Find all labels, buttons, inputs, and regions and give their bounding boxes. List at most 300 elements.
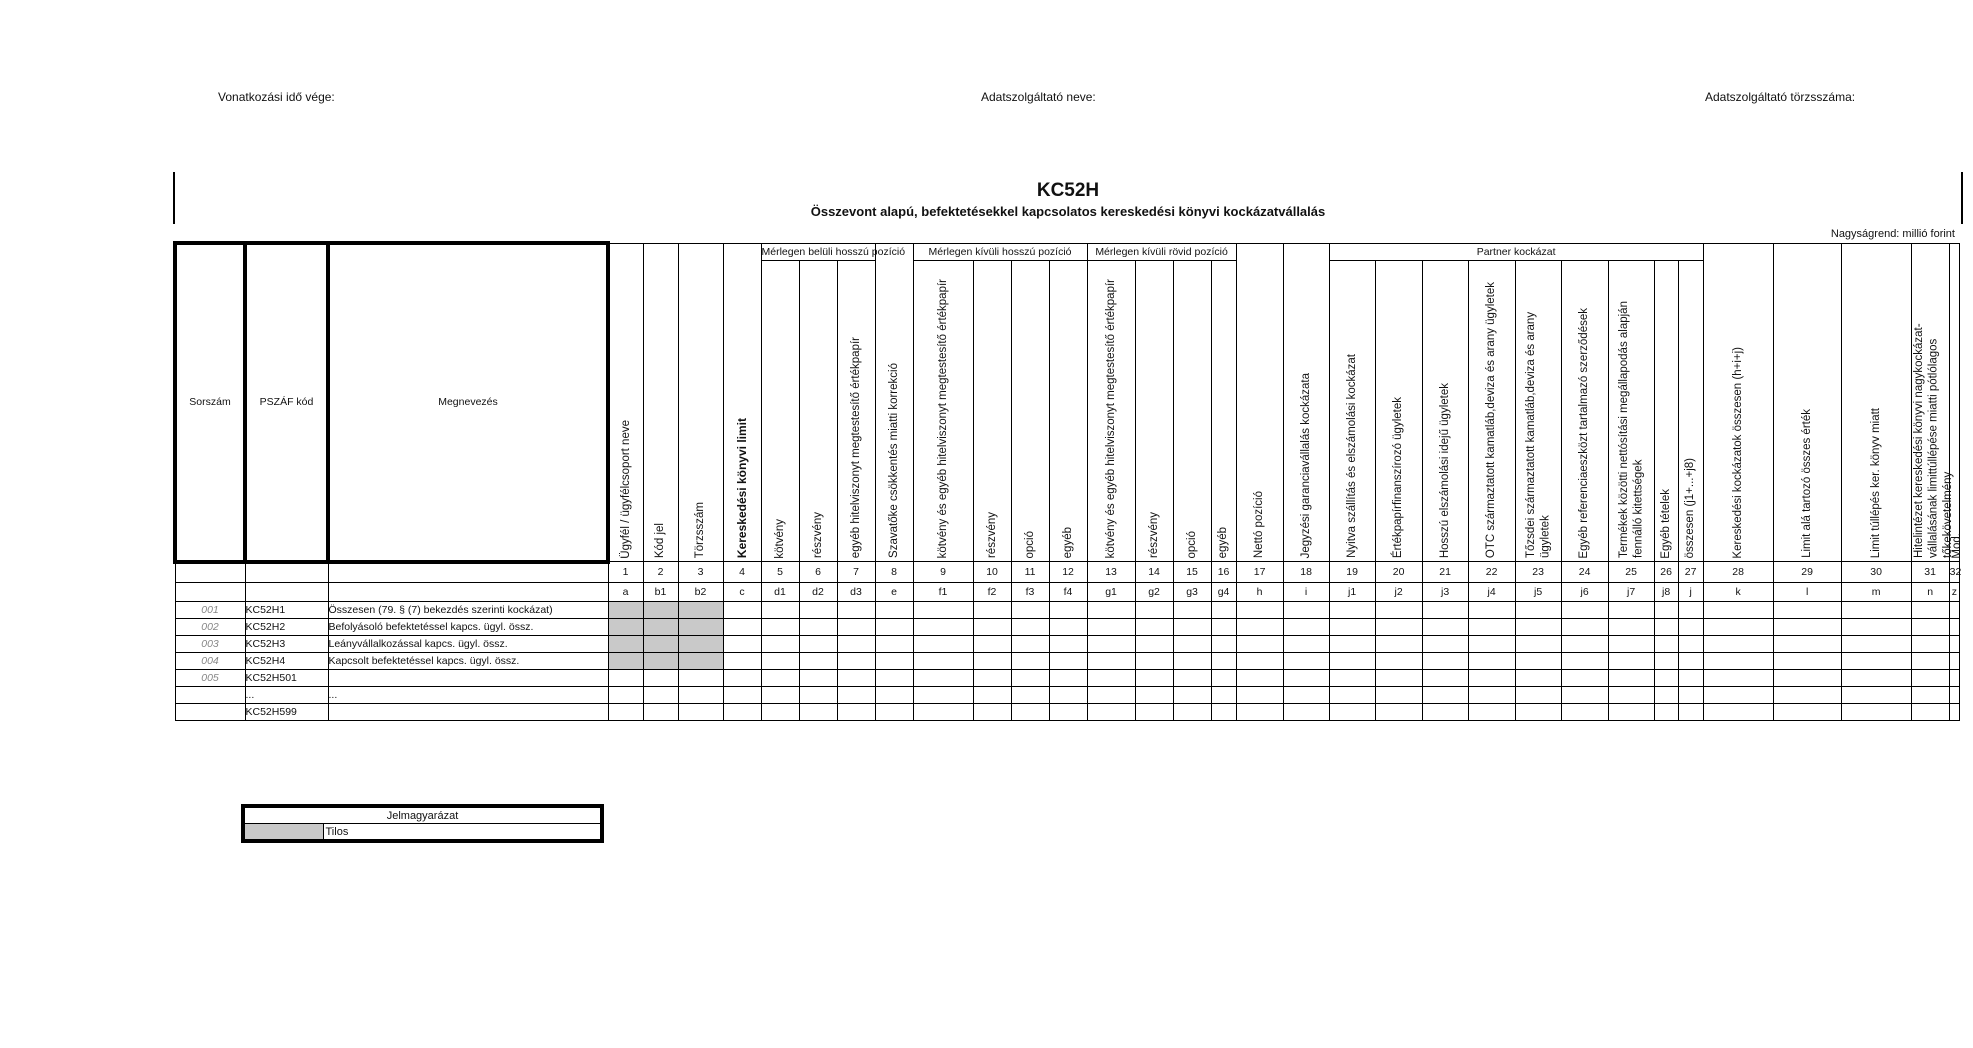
data-cell[interactable]: [875, 669, 913, 686]
header-col-24: Egyéb referenciaeszközt tartalmazó szerződések: [1561, 261, 1608, 562]
data-cell[interactable]: [678, 686, 723, 703]
data-cell[interactable]: [1173, 703, 1211, 720]
data-cell[interactable]: [1422, 652, 1468, 669]
data-cell[interactable]: [1329, 703, 1375, 720]
data-cell[interactable]: [1011, 703, 1049, 720]
col-letter-25: j7: [1608, 582, 1654, 601]
spacer-cell: [328, 582, 608, 601]
data-cell[interactable]: [1375, 686, 1422, 703]
data-cell[interactable]: [1211, 618, 1236, 635]
col-number-21: 21: [1422, 562, 1468, 583]
data-cell[interactable]: [1468, 652, 1515, 669]
data-cell[interactable]: [761, 618, 799, 635]
data-cell[interactable]: [913, 601, 973, 618]
legend-table: [241, 804, 604, 843]
header-col-5: kötvény: [761, 261, 799, 562]
row-serial: [175, 703, 245, 720]
data-cell[interactable]: [1773, 652, 1841, 669]
col-number-30: 30: [1841, 562, 1911, 583]
data-cell[interactable]: [723, 618, 761, 635]
data-cell[interactable]: [1468, 601, 1515, 618]
data-cell[interactable]: [1283, 686, 1329, 703]
data-cell[interactable]: [973, 635, 1011, 652]
data-cell[interactable]: [1654, 652, 1678, 669]
data-cell[interactable]: [1608, 635, 1654, 652]
form-code: KC52H: [1036, 180, 1100, 201]
col-letter-28: k: [1703, 582, 1773, 601]
data-cell[interactable]: [1011, 669, 1049, 686]
header-col-18: Jegyzési garanciavállalás kockázata: [1283, 243, 1329, 562]
data-cell[interactable]: [1468, 635, 1515, 652]
data-cell[interactable]: [1561, 601, 1608, 618]
data-cell[interactable]: [1911, 635, 1949, 652]
data-cell[interactable]: [723, 601, 761, 618]
data-cell[interactable]: [723, 669, 761, 686]
header-col-27: összesen (j1+...+j8): [1678, 261, 1703, 562]
data-cell[interactable]: [1283, 601, 1329, 618]
data-cell[interactable]: [1283, 618, 1329, 635]
data-cell[interactable]: [1236, 618, 1283, 635]
data-cell[interactable]: [837, 618, 875, 635]
data-cell[interactable]: [1087, 618, 1135, 635]
col-number-6: 6: [799, 562, 837, 583]
data-cell[interactable]: [1011, 635, 1049, 652]
data-cell[interactable]: [1515, 686, 1561, 703]
data-cell[interactable]: [1173, 669, 1211, 686]
row-code: KC52H599: [245, 703, 328, 720]
data-cell[interactable]: [1561, 618, 1608, 635]
data-cell[interactable]: [1135, 635, 1173, 652]
data-cell[interactable]: [1561, 652, 1608, 669]
col-letter-19: j1: [1329, 582, 1375, 601]
data-cell[interactable]: [1236, 686, 1283, 703]
data-cell[interactable]: [1468, 618, 1515, 635]
header-pszaf-code: PSZÁF kód: [245, 243, 328, 562]
row-name: Összesen (79. § (7) bekezdés szerinti kockázat): [328, 601, 608, 618]
header-col-26: Egyéb tételek: [1654, 261, 1678, 562]
data-cell[interactable]: [799, 601, 837, 618]
data-cell[interactable]: [1422, 669, 1468, 686]
data-cell[interactable]: [1949, 635, 1959, 652]
data-cell[interactable]: [1911, 618, 1949, 635]
header-col-19: Nyitva szállítás és elszámolási kockázat: [1329, 261, 1375, 562]
data-cell[interactable]: [1515, 601, 1561, 618]
data-cell[interactable]: [1329, 669, 1375, 686]
data-cell[interactable]: [799, 669, 837, 686]
data-cell[interactable]: [973, 601, 1011, 618]
data-cell[interactable]: [761, 686, 799, 703]
data-cell[interactable]: [1135, 669, 1173, 686]
data-cell[interactable]: [1841, 703, 1911, 720]
data-cell[interactable]: [1236, 669, 1283, 686]
data-cell[interactable]: [1173, 686, 1211, 703]
data-cell[interactable]: [875, 601, 913, 618]
data-cell[interactable]: [799, 635, 837, 652]
col-letter-3: b2: [678, 582, 723, 601]
data-cell[interactable]: [1949, 686, 1959, 703]
data-cell[interactable]: [1515, 618, 1561, 635]
data-cell[interactable]: [643, 703, 678, 720]
data-cell[interactable]: [1949, 618, 1959, 635]
data-cell[interactable]: [1329, 635, 1375, 652]
data-cell[interactable]: [1608, 652, 1654, 669]
col-letter-12: f4: [1049, 582, 1087, 601]
data-cell[interactable]: [761, 635, 799, 652]
data-cell[interactable]: [1375, 635, 1422, 652]
header-col-13: kötvény és egyéb hitelviszonyt megtestesítő értékpapír: [1087, 261, 1135, 562]
form-title: Összevont alapú, befektetésekkel kapcsolatos kereskedési könyvi kockázatvállalás: [810, 204, 1326, 219]
data-cell[interactable]: [643, 669, 678, 686]
data-cell[interactable]: [1329, 686, 1375, 703]
col-letter-29: l: [1773, 582, 1841, 601]
data-cell[interactable]: [1703, 618, 1773, 635]
data-cell[interactable]: [1703, 652, 1773, 669]
data-cell[interactable]: [643, 686, 678, 703]
data-cell[interactable]: [1841, 618, 1911, 635]
data-cell[interactable]: [1911, 703, 1949, 720]
data-cell[interactable]: [1608, 601, 1654, 618]
data-cell: [643, 652, 678, 669]
row-name: [328, 669, 608, 686]
row-name: Kapcsolt befektetéssel kapcs. ügyl. össz.: [328, 652, 608, 669]
data-cell[interactable]: [1911, 669, 1949, 686]
header-col-28: Kereskedési kockázatok összesen (h+i+j): [1703, 243, 1773, 562]
col-letter-18: i: [1283, 582, 1329, 601]
data-cell[interactable]: [1468, 686, 1515, 703]
data-cell[interactable]: [723, 686, 761, 703]
data-cell[interactable]: [1561, 686, 1608, 703]
col-letter-16: g4: [1211, 582, 1236, 601]
data-cell[interactable]: [1911, 686, 1949, 703]
data-cell[interactable]: [761, 652, 799, 669]
data-cell: [678, 618, 723, 635]
col-number-32: 32: [1949, 562, 1959, 583]
data-cell[interactable]: [799, 703, 837, 720]
data-cell[interactable]: [1773, 618, 1841, 635]
data-cell[interactable]: [1841, 669, 1911, 686]
data-cell[interactable]: [913, 686, 973, 703]
data-cell[interactable]: [913, 618, 973, 635]
data-cell[interactable]: [1703, 601, 1773, 618]
data-cell[interactable]: [1773, 635, 1841, 652]
data-cell[interactable]: [1654, 686, 1678, 703]
data-cell[interactable]: [1911, 601, 1949, 618]
row-code: KC52H501: [245, 669, 328, 686]
data-cell[interactable]: [1949, 601, 1959, 618]
data-cell[interactable]: [1173, 618, 1211, 635]
data-cell[interactable]: [1283, 635, 1329, 652]
data-cell[interactable]: [723, 635, 761, 652]
header-col-16: egyéb: [1211, 261, 1236, 562]
header-col-12: egyéb: [1049, 261, 1087, 562]
data-cell[interactable]: [837, 686, 875, 703]
data-cell[interactable]: [1654, 618, 1678, 635]
data-cell[interactable]: [1329, 652, 1375, 669]
col-letter-2: b1: [643, 582, 678, 601]
data-cell[interactable]: [1949, 669, 1959, 686]
data-cell[interactable]: [1049, 703, 1087, 720]
data-cell[interactable]: [1173, 601, 1211, 618]
col-number-11: 11: [1011, 562, 1049, 583]
data-cell[interactable]: [608, 686, 643, 703]
data-cell[interactable]: [1678, 618, 1703, 635]
row-name: Befolyásoló befektetéssel kapcs. ügyl. össz.: [328, 618, 608, 635]
col-number-22: 22: [1468, 562, 1515, 583]
row-code: KC52H4: [245, 652, 328, 669]
data-cell[interactable]: [1654, 703, 1678, 720]
data-cell[interactable]: [1703, 686, 1773, 703]
data-cell[interactable]: [1049, 635, 1087, 652]
data-cell[interactable]: [973, 686, 1011, 703]
data-cell[interactable]: [1703, 669, 1773, 686]
table-row: [175, 618, 1960, 635]
data-cell[interactable]: [1173, 635, 1211, 652]
header-col-21: Hosszú elszámolási idejű ügyletek: [1422, 261, 1468, 562]
data-cell[interactable]: [761, 669, 799, 686]
col-letter-13: g1: [1087, 582, 1135, 601]
data-cell[interactable]: [1049, 601, 1087, 618]
data-cell[interactable]: [913, 669, 973, 686]
data-cell[interactable]: [1773, 601, 1841, 618]
data-cell[interactable]: [723, 703, 761, 720]
data-cell[interactable]: [761, 601, 799, 618]
data-cell[interactable]: [875, 686, 913, 703]
data-cell[interactable]: [913, 703, 973, 720]
data-cell[interactable]: [1654, 635, 1678, 652]
data-cell[interactable]: [1329, 618, 1375, 635]
row-serial: 002: [175, 618, 245, 635]
data-cell[interactable]: [973, 652, 1011, 669]
data-cell[interactable]: [1515, 703, 1561, 720]
data-cell[interactable]: [1236, 601, 1283, 618]
data-cell[interactable]: [1211, 703, 1236, 720]
col-letter-32: z: [1949, 582, 1959, 601]
report-table: [173, 241, 1963, 721]
data-cell[interactable]: [875, 618, 913, 635]
col-letter-14: g2: [1135, 582, 1173, 601]
data-cell[interactable]: [1211, 635, 1236, 652]
data-cell[interactable]: [1841, 601, 1911, 618]
data-cell[interactable]: [1283, 652, 1329, 669]
data-cell[interactable]: [1515, 669, 1561, 686]
data-cell[interactable]: [1561, 635, 1608, 652]
data-cell[interactable]: [1703, 703, 1773, 720]
header-col-9: kötvény és egyéb hitelviszonyt megtestesítő értékpapír: [913, 261, 973, 562]
header-col-30: Limit túllépés ker. könyv miatt: [1841, 243, 1911, 562]
data-cell[interactable]: [1949, 652, 1959, 669]
data-cell[interactable]: [1515, 652, 1561, 669]
data-cell[interactable]: [761, 703, 799, 720]
data-cell[interactable]: [799, 652, 837, 669]
data-cell[interactable]: [1468, 669, 1515, 686]
col-number-16: 16: [1211, 562, 1236, 583]
table-row: [175, 686, 1960, 703]
data-cell[interactable]: [1375, 652, 1422, 669]
data-cell[interactable]: [1608, 703, 1654, 720]
period-end-label: Vonatkozási idő vége:: [218, 90, 335, 104]
data-cell[interactable]: [1608, 618, 1654, 635]
data-cell[interactable]: [1841, 635, 1911, 652]
data-cell[interactable]: [1422, 703, 1468, 720]
data-cell[interactable]: [913, 652, 973, 669]
data-cell[interactable]: [1678, 703, 1703, 720]
data-cell[interactable]: [1236, 703, 1283, 720]
data-cell[interactable]: [1678, 652, 1703, 669]
data-cell[interactable]: [1011, 652, 1049, 669]
data-cell[interactable]: [1561, 703, 1608, 720]
header-col-10: részvény: [973, 261, 1011, 562]
row-serial: 004: [175, 652, 245, 669]
col-number-27: 27: [1678, 562, 1703, 583]
data-cell[interactable]: [1283, 703, 1329, 720]
data-cell[interactable]: [1135, 703, 1173, 720]
data-cell[interactable]: [1211, 601, 1236, 618]
legend-swatch: [243, 824, 323, 842]
col-letter-24: j6: [1561, 582, 1608, 601]
data-cell[interactable]: [1422, 686, 1468, 703]
data-cell[interactable]: [1678, 635, 1703, 652]
col-number-13: 13: [1087, 562, 1135, 583]
data-cell[interactable]: [1678, 686, 1703, 703]
header-sorszam: Sorszám: [175, 243, 245, 562]
data-cell[interactable]: [1375, 618, 1422, 635]
col-number-26: 26: [1654, 562, 1678, 583]
header-col-8: Szavatőke csökkentés miatti korrekció: [875, 243, 913, 562]
col-letter-21: j3: [1422, 582, 1468, 601]
row-name: [328, 703, 608, 720]
data-cell[interactable]: [1049, 669, 1087, 686]
data-cell[interactable]: [1773, 703, 1841, 720]
data-cell[interactable]: [1283, 669, 1329, 686]
col-number-17: 17: [1236, 562, 1283, 583]
data-cell[interactable]: [1087, 652, 1135, 669]
data-cell[interactable]: [1654, 669, 1678, 686]
table-row: [175, 601, 1960, 618]
data-cell[interactable]: [1236, 652, 1283, 669]
data-cell[interactable]: [1422, 618, 1468, 635]
data-cell[interactable]: [1211, 686, 1236, 703]
data-cell[interactable]: [1654, 601, 1678, 618]
data-cell[interactable]: [1375, 703, 1422, 720]
data-cell[interactable]: [1049, 686, 1087, 703]
data-cell[interactable]: [1135, 686, 1173, 703]
data-cell[interactable]: [678, 703, 723, 720]
data-cell[interactable]: [1375, 601, 1422, 618]
data-cell[interactable]: [1087, 703, 1135, 720]
data-cell: [643, 601, 678, 618]
row-code: ...: [245, 686, 328, 703]
data-cell[interactable]: [837, 652, 875, 669]
data-cell[interactable]: [837, 635, 875, 652]
data-cell[interactable]: [837, 703, 875, 720]
data-cell[interactable]: [1173, 652, 1211, 669]
data-cell: [678, 652, 723, 669]
data-cell[interactable]: [678, 669, 723, 686]
data-cell[interactable]: [1211, 652, 1236, 669]
data-cell[interactable]: [723, 652, 761, 669]
data-cell[interactable]: [1049, 618, 1087, 635]
data-cell[interactable]: [1011, 601, 1049, 618]
legend-item-label: Tilos: [323, 824, 602, 842]
data-cell[interactable]: [1087, 601, 1135, 618]
header-col-4: Kereskedési könyvi limit: [723, 243, 761, 562]
data-cell[interactable]: [1329, 601, 1375, 618]
data-cell[interactable]: [1911, 652, 1949, 669]
data-cell[interactable]: [1561, 669, 1608, 686]
row-name: ...: [328, 686, 608, 703]
col-letter-7: d3: [837, 582, 875, 601]
data-cell[interactable]: [875, 703, 913, 720]
data-cell[interactable]: [1087, 669, 1135, 686]
header-col-20: Értékpapírfinanszírozó ügyletek: [1375, 261, 1422, 562]
data-cell[interactable]: [1678, 601, 1703, 618]
data-cell[interactable]: [1703, 635, 1773, 652]
row-serial: [175, 686, 245, 703]
data-cell[interactable]: [913, 635, 973, 652]
data-cell[interactable]: [608, 703, 643, 720]
col-letter-4: c: [723, 582, 761, 601]
data-cell[interactable]: [875, 652, 913, 669]
col-letter-5: d1: [761, 582, 799, 601]
data-cell[interactable]: [799, 686, 837, 703]
data-cell[interactable]: [1841, 652, 1911, 669]
row-code: KC52H2: [245, 618, 328, 635]
data-cell[interactable]: [1135, 618, 1173, 635]
data-cell[interactable]: [1773, 686, 1841, 703]
col-letter-26: j8: [1654, 582, 1678, 601]
data-cell[interactable]: [799, 618, 837, 635]
group-kivul-hosszu: Mérlegen kívüli hosszú pozíció: [913, 243, 1087, 261]
col-number-19: 19: [1329, 562, 1375, 583]
data-cell[interactable]: [1773, 669, 1841, 686]
data-cell: [643, 635, 678, 652]
data-cell[interactable]: [1011, 686, 1049, 703]
data-cell[interactable]: [1678, 669, 1703, 686]
data-cell[interactable]: [1608, 686, 1654, 703]
data-cell[interactable]: [1135, 652, 1173, 669]
col-number-28: 28: [1703, 562, 1773, 583]
data-cell[interactable]: [837, 601, 875, 618]
data-cell[interactable]: [1087, 635, 1135, 652]
data-cell[interactable]: [1211, 669, 1236, 686]
data-cell[interactable]: [1375, 669, 1422, 686]
data-cell[interactable]: [608, 669, 643, 686]
data-cell[interactable]: [1422, 601, 1468, 618]
legend-title: Jelmagyarázat: [243, 806, 602, 824]
group-merleg-belul: Mérlegen belüli hosszú pozíció: [761, 243, 875, 261]
header-col-11: opció: [1011, 261, 1049, 562]
data-cell[interactable]: [973, 703, 1011, 720]
data-cell[interactable]: [837, 669, 875, 686]
data-cell[interactable]: [1049, 652, 1087, 669]
data-cell[interactable]: [1011, 618, 1049, 635]
data-cell[interactable]: [1135, 601, 1173, 618]
data-cell[interactable]: [1608, 669, 1654, 686]
data-cell[interactable]: [1841, 686, 1911, 703]
data-cell[interactable]: [1422, 635, 1468, 652]
data-cell[interactable]: [973, 618, 1011, 635]
data-cell[interactable]: [1236, 635, 1283, 652]
data-cell[interactable]: [1087, 686, 1135, 703]
data-cell[interactable]: [1949, 703, 1959, 720]
data-cell[interactable]: [1468, 703, 1515, 720]
col-number-14: 14: [1135, 562, 1173, 583]
spacer-cell: [175, 562, 245, 583]
data-cell[interactable]: [1515, 635, 1561, 652]
spacer-cell: [328, 562, 608, 583]
data-cell[interactable]: [973, 669, 1011, 686]
data-cell[interactable]: [875, 635, 913, 652]
